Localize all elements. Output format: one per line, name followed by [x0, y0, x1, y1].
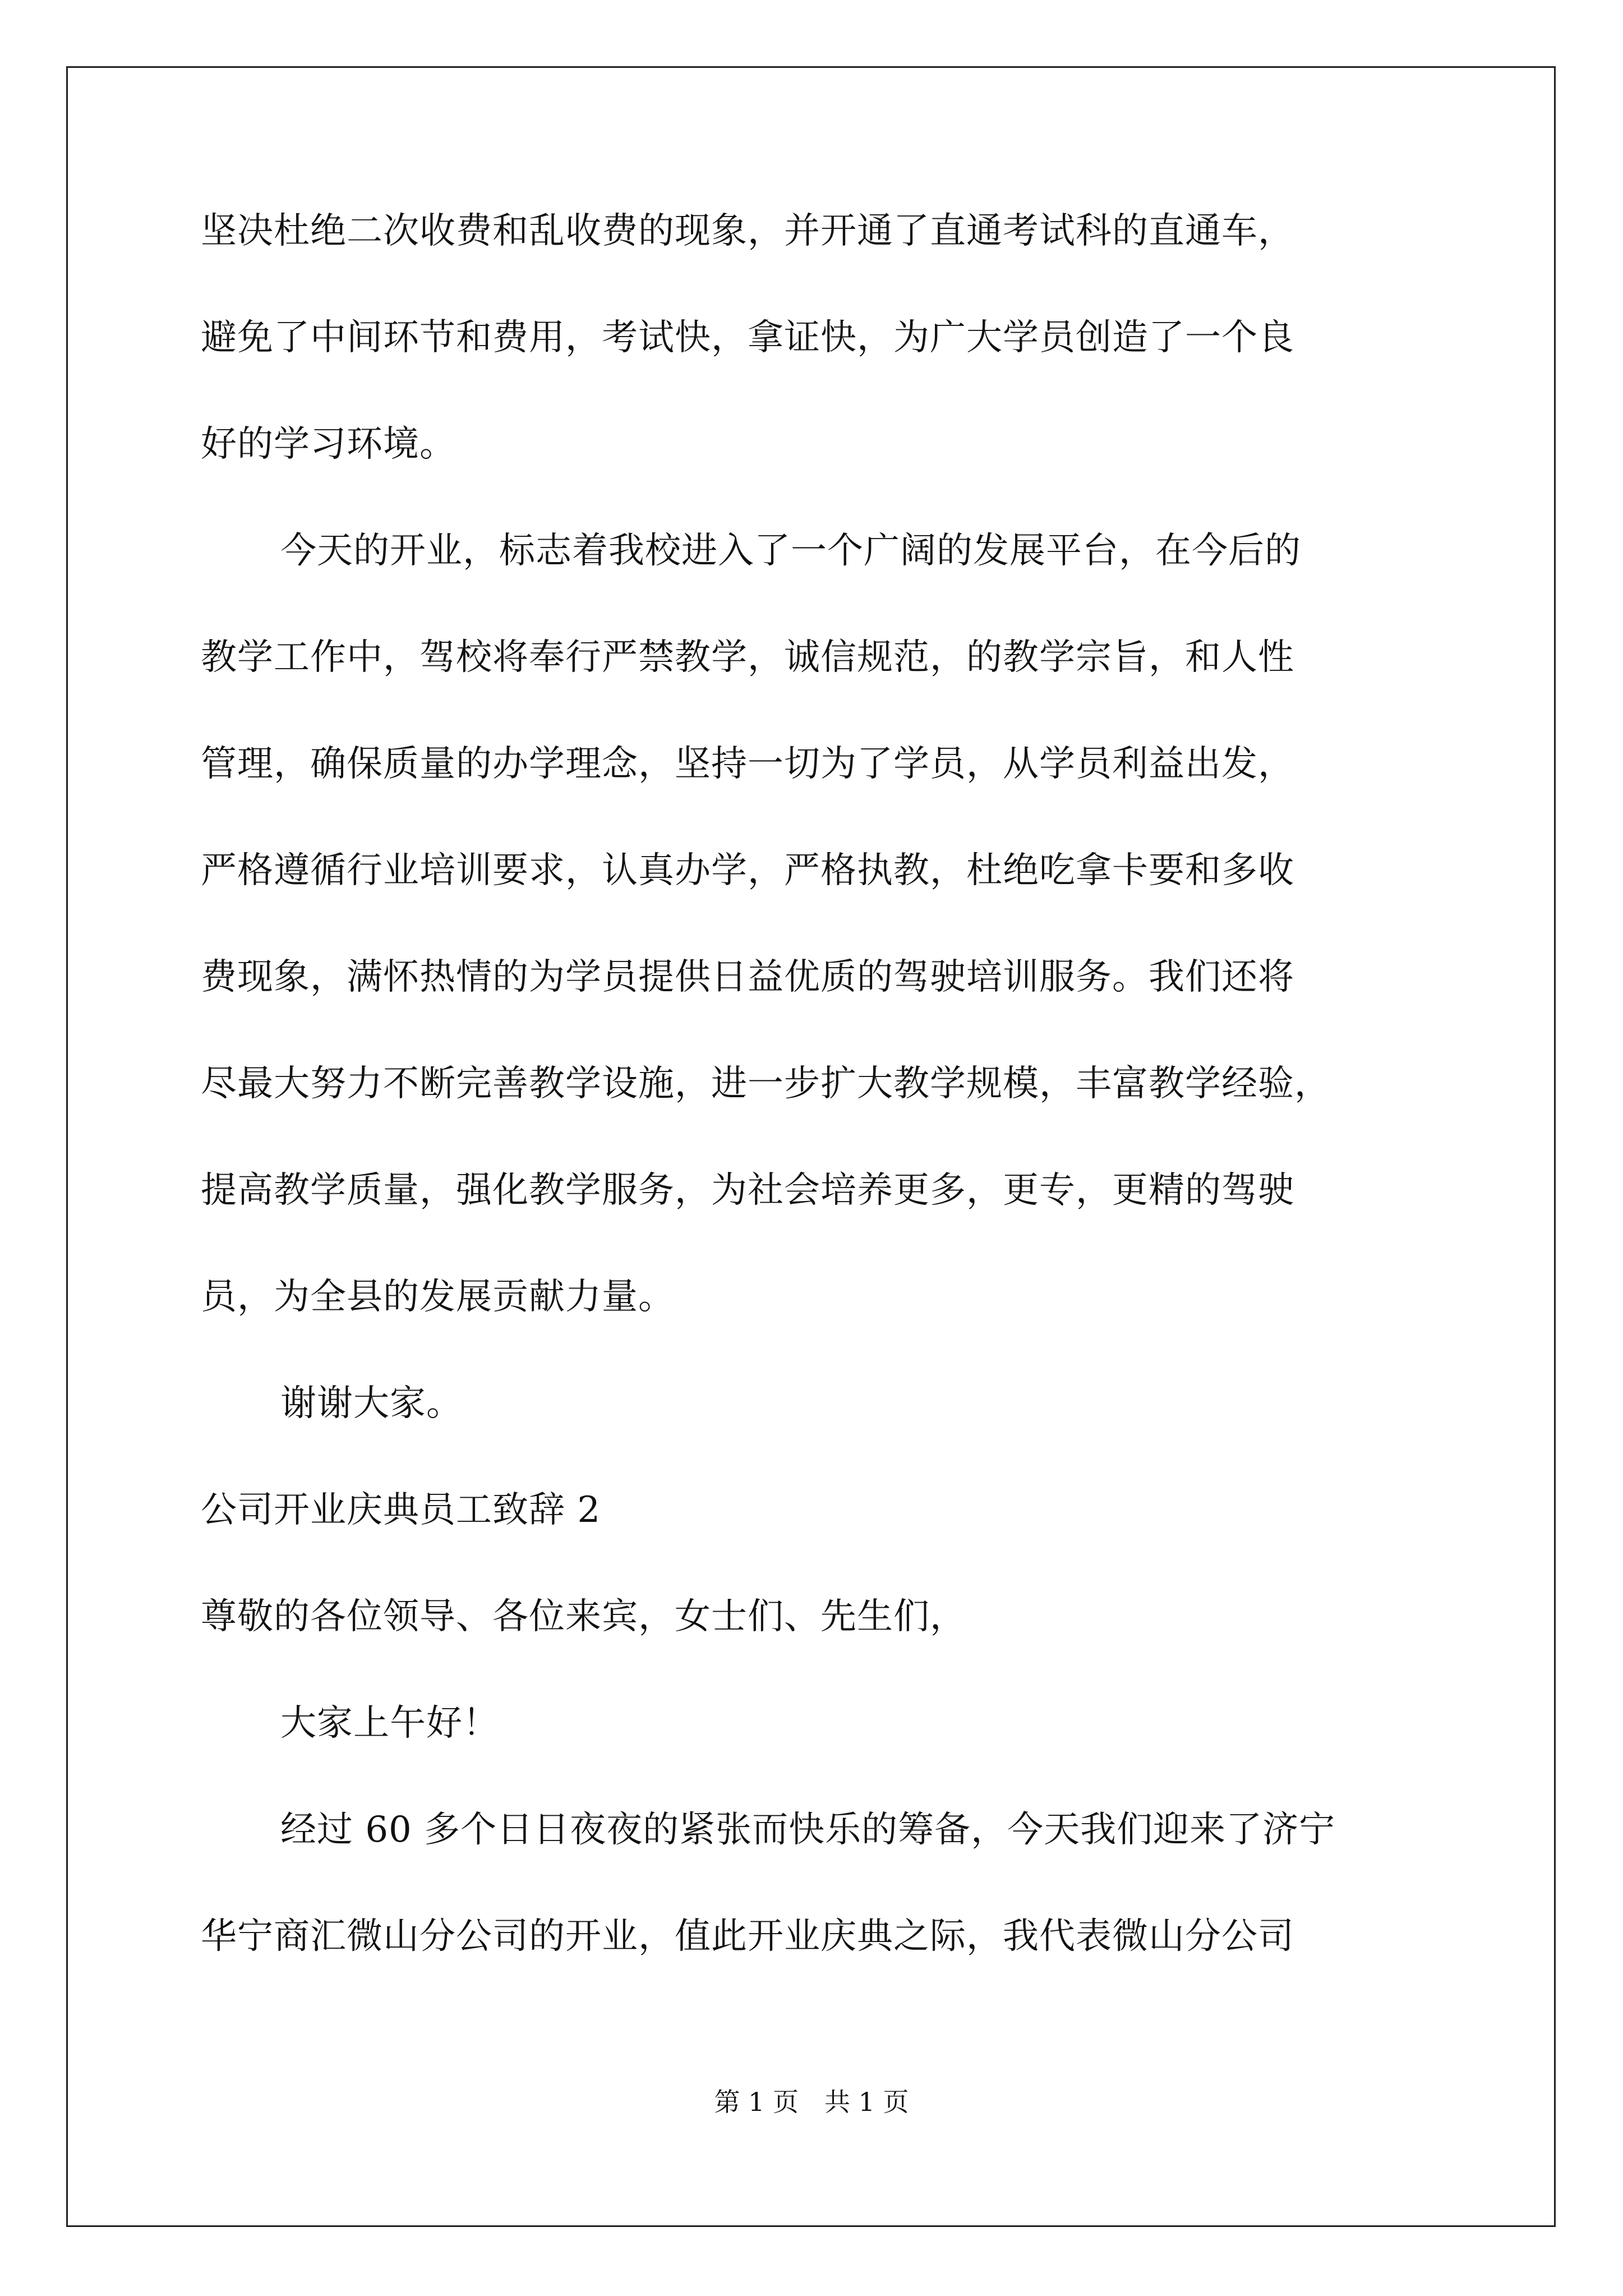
text-line: 华宁商汇微山分公司的开业，值此开业庆典之际，我代表微山分公司: [201, 1916, 1294, 1957]
text-line: 尽最大努力不断完善教学设施，进一步扩大教学规模，丰富教学经验，: [201, 1063, 1331, 1105]
page-number-footer: 第 1 页 共 1 页: [714, 2087, 909, 2117]
text-line: 管理，确保质量的办学理念，坚持一切为了学员，从学员利益出发，: [201, 743, 1294, 785]
section-heading: 公司开业庆典员工致辞 2: [201, 1489, 601, 1531]
text-line: 严格遵循行业培训要求，认真办学，严格执教，杜绝吃拿卡要和多收: [201, 850, 1294, 891]
paragraph-start-line: 今天的开业，标志着我校进入了一个广阔的发展平台，在今后的: [280, 530, 1301, 572]
greeting-line: 大家上午好！: [280, 1703, 499, 1744]
text-line: 避免了中间环节和费用，考试快，拿证快，为广大学员创造了一个良: [201, 317, 1294, 358]
text-line: 费现象，满怀热情的为学员提供日益优质的驾驶培训服务。我们还将: [201, 956, 1294, 998]
closing-line: 谢谢大家。: [280, 1383, 463, 1424]
text-line: 教学工作中，驾校将奉行严禁教学，诚信规范，的教学宗旨，和人性: [201, 637, 1294, 678]
document-body: [201, 210, 1435, 2025]
salutation-line: 尊敬的各位领导、各位来宾，女士们、先生们，: [201, 1596, 966, 1637]
text-line: 提高教学质量，强化教学服务，为社会培养更多，更专，更精的驾驶: [201, 1170, 1294, 1211]
text-line: 好的学习环境。: [201, 424, 456, 465]
text-line: 员，为全县的发展贡献力量。: [201, 1276, 675, 1318]
text-line: 坚决杜绝二次收费和乱收费的现象，并开通了直通考试科的直通车，: [201, 210, 1294, 252]
paragraph-start-line: 经过 60 多个日日夜夜的紧张而快乐的筹备，今天我们迎来了济宁: [280, 1809, 1336, 1851]
